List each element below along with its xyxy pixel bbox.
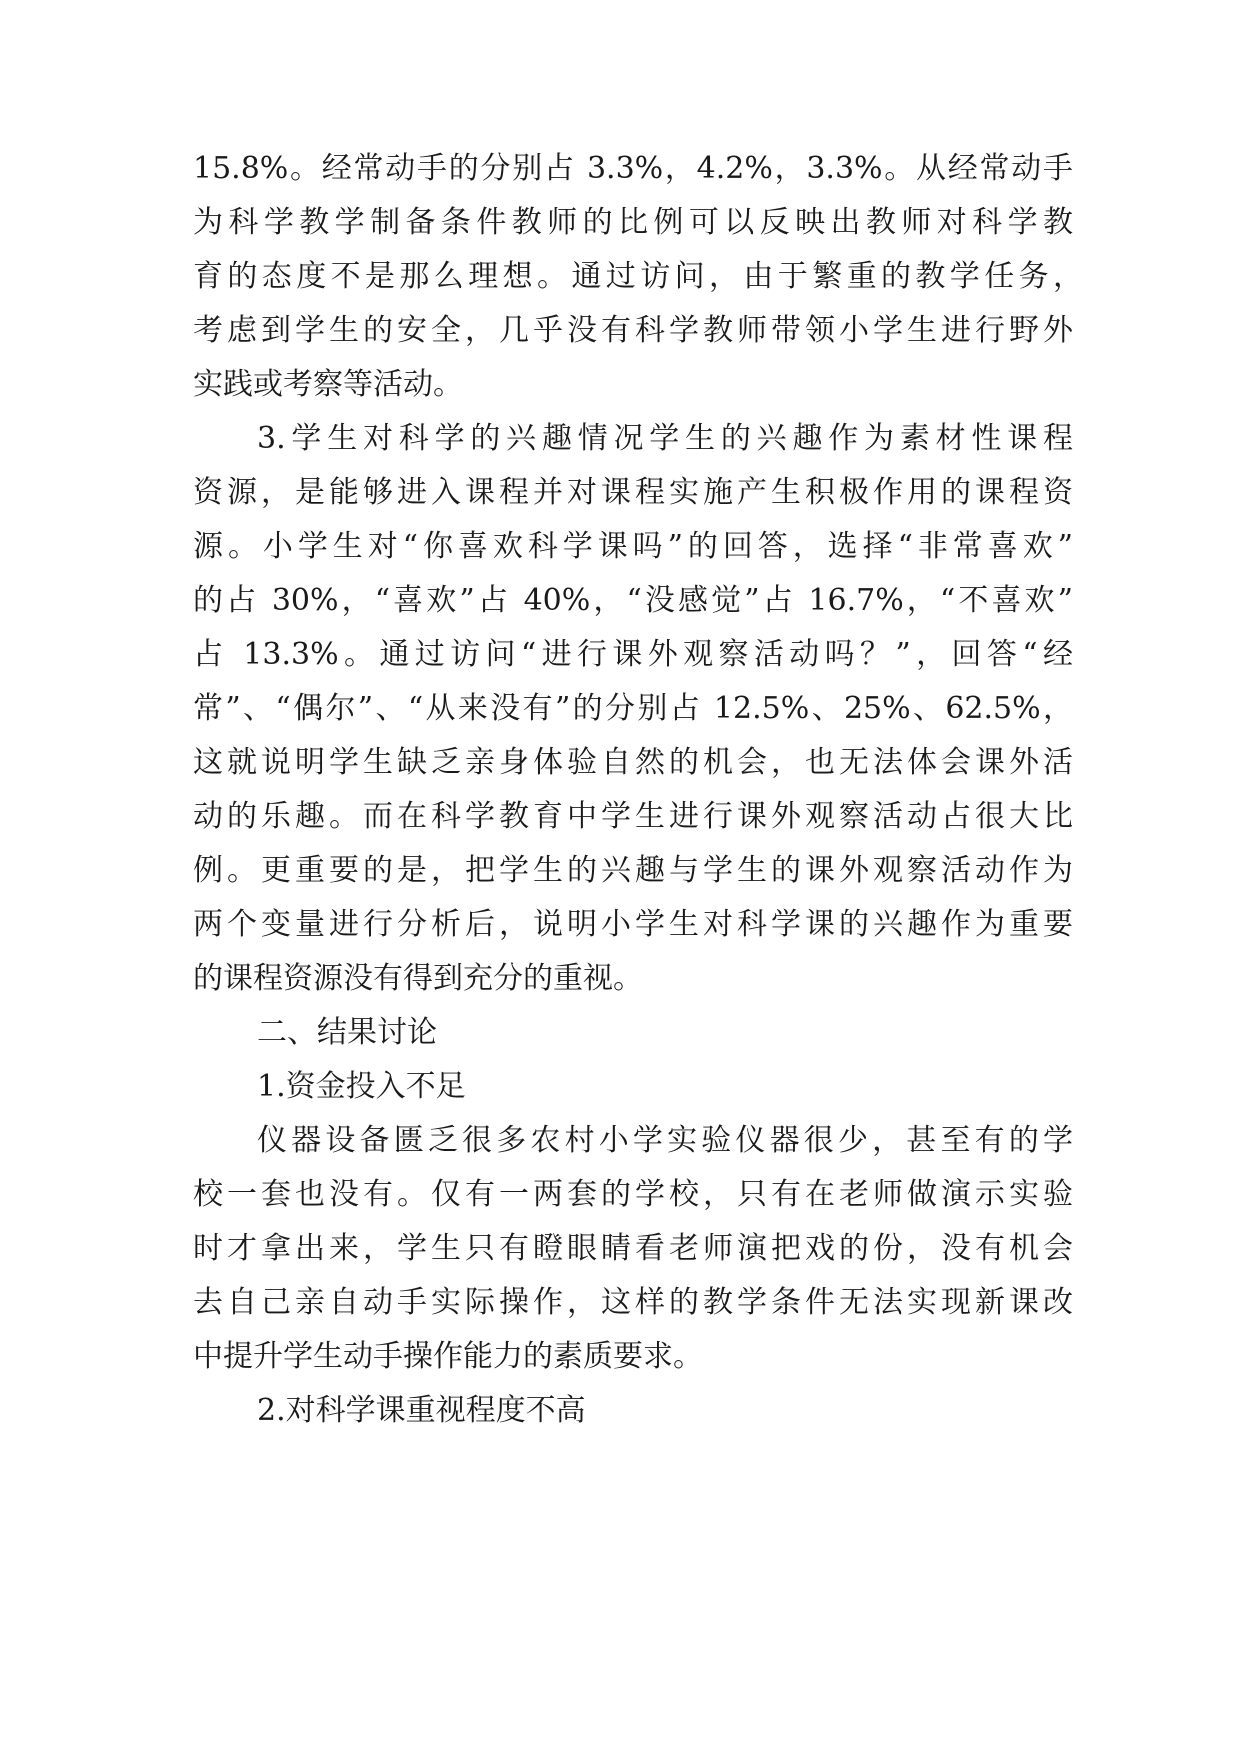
text-line: 3.学生对科学的兴趣情况学生的兴趣作为素材性课程 [257,421,1073,456]
text-line: 的占 30%，“喜欢”占 40%，“没感觉”占 16.7%，“不喜欢” [193,583,1073,618]
text-line: 这就说明学生缺乏亲身体验自然的机会，也无法体会课外活 [193,745,1073,780]
text-line: 实践或考察等活动。 [193,367,463,402]
text-line: 15.8%。经常动手的分别占 3.3%，4.2%，3.3%。从经常动手 [193,151,1073,186]
subsection-heading: 2.对科学课重视程度不高 [257,1393,586,1428]
text-line: 两个变量进行分析后，说明小学生对科学课的兴趣作为重要 [193,907,1073,942]
text-line: 去自己亲自动手实际操作，这样的教学条件无法实现新课改 [193,1285,1073,1320]
text-line: 考虑到学生的安全，几乎没有科学教师带领小学生进行野外 [193,313,1073,348]
text-line: 仪器设备匮乏很多农村小学实验仪器很少，甚至有的学 [257,1123,1073,1158]
text-line: 占 13.3%。通过访问“进行课外观察活动吗？”，回答“经 [193,637,1073,672]
text-line: 源。小学生对“你喜欢科学课吗”的回答，选择“非常喜欢” [193,529,1073,564]
text-line: 为科学教学制备条件教师的比例可以反映出教师对科学教 [193,205,1073,240]
text-line: 资源，是能够进入课程并对课程实施产生积极作用的课程资 [193,475,1073,510]
text-line: 的课程资源没有得到充分的重视。 [193,961,643,996]
section-heading: 二、结果讨论 [257,1015,437,1050]
text-line: 中提升学生动手操作能力的素质要求。 [193,1339,703,1374]
text-line: 时才拿出来，学生只有瞪眼睛看老师演把戏的份，没有机会 [193,1231,1073,1266]
subsection-heading: 1.资金投入不足 [257,1069,466,1104]
text-line: 校一套也没有。仅有一两套的学校，只有在老师做演示实验 [193,1177,1073,1212]
text-line: 育的态度不是那么理想。通过访问，由于繁重的教学任务， [193,259,1083,294]
text-line: 常”、“偶尔”、“从来没有”的分别占 12.5%、25%、62.5%， [193,691,1073,726]
text-line: 例。更重要的是，把学生的兴趣与学生的课外观察活动作为 [193,853,1073,888]
text-line: 动的乐趣。而在科学教育中学生进行课外观察活动占很大比 [193,799,1073,834]
